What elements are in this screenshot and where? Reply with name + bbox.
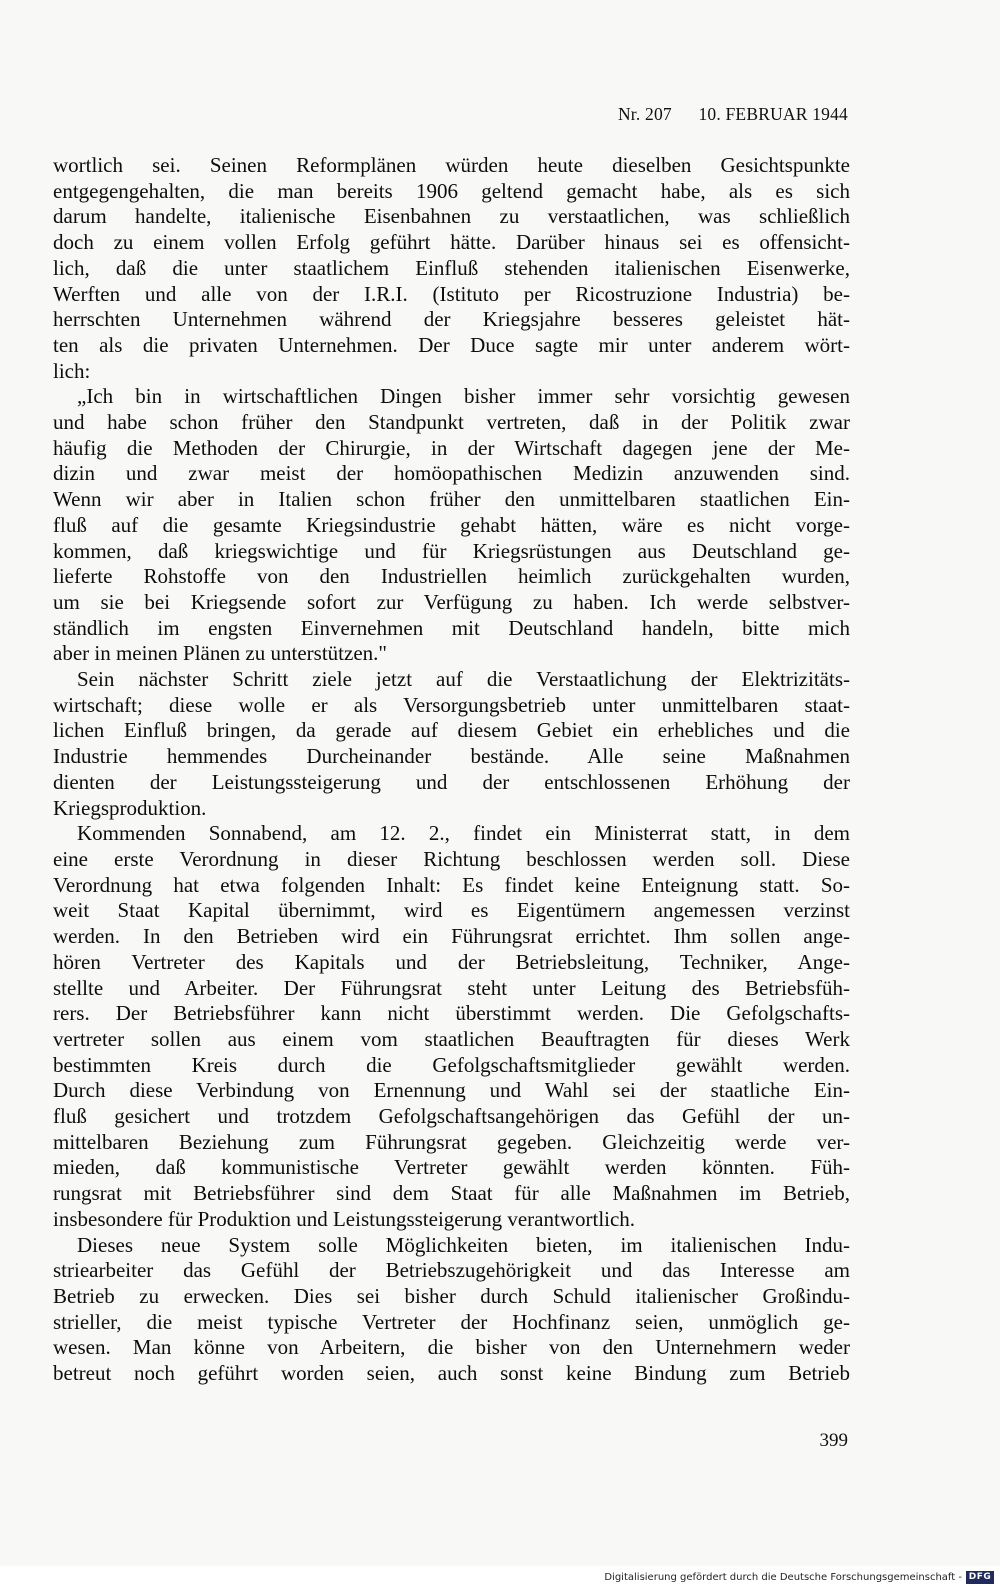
text-line: insbesondere für Produktion und Leistungssteigerung verantwortlich. bbox=[53, 1206, 636, 1231]
text-line: mieden, daß kommunistische Vertreter gewählt werden könnten. Füh- bbox=[53, 1155, 850, 1180]
text-line: „Ich bin in wirtschaftlichen Dingen bisher immer sehr vorsichtig gewesen bbox=[77, 384, 850, 409]
text-line: lichen Einfluß bringen, da gerade auf diesem Gebiet ein erhebliches und die bbox=[53, 718, 850, 743]
text-line: dienten der Leistungssteigerung und der entschlossenen Erhöhung der bbox=[53, 769, 850, 794]
text-line: fluß gesichert und trotzdem Gefolgschaftsangehörigen das Gefühl der un- bbox=[53, 1104, 850, 1129]
text-line: werden. In den Betrieben wird ein Führungsrat errichtet. Ihm sollen ange- bbox=[53, 924, 850, 949]
text-line: wortlich sei. Seinen Reformplänen würden heute dieselben Gesichtspunkte bbox=[53, 153, 850, 177]
text-line: wesen. Man könne von Arbeitern, die bisher von den Unternehmern weder bbox=[53, 1335, 850, 1360]
text-line: lich: bbox=[53, 358, 91, 383]
text-line: Betrieb zu erwecken. Dies sei bisher durch Schuld italienischer Großindu- bbox=[53, 1283, 850, 1308]
text-line: rungsrat mit Betriebsführer sind dem Staat für alle Maßnahmen im Betrieb, bbox=[53, 1181, 850, 1206]
text-line: Wenn wir aber in Italien schon früher den unmittelbaren staatlichen Ein- bbox=[53, 487, 850, 512]
text-line: Kriegsproduktion. bbox=[53, 795, 207, 820]
text-line: striearbeiter das Gefühl der Betriebszugehörigkeit und das Interesse am bbox=[53, 1258, 850, 1283]
document-date: 10. FEBRUAR 1944 bbox=[698, 104, 848, 124]
text-line: ten als die privaten Unternehmen. Der Duce sagte mir unter anderem wört- bbox=[53, 332, 850, 357]
text-line: entgegengehalten, die man bereits 1906 geltend gemacht habe, als es sich bbox=[53, 178, 850, 203]
text-line: mittelbaren Beziehung zum Führungsrat gegeben. Gleichzeitig werde ver- bbox=[53, 1129, 850, 1154]
text-line: Sein nächster Schritt ziele jetzt auf die Verstaatlichung der Elektrizitäts- bbox=[77, 667, 850, 692]
text-line: um sie bei Kriegsende sofort zur Verfügung zu haben. Ich werde selbstver- bbox=[53, 589, 850, 614]
text-line: häufig die Methoden der Chirurgie, in der Wirtschaft dagegen jene der Me- bbox=[53, 435, 850, 460]
text-line: eine erste Verordnung in dieser Richtung beschlossen werden soll. Diese bbox=[53, 846, 850, 871]
text-line: Kommenden Sonnabend, am 12. 2., findet ein Ministerrat statt, in dem bbox=[77, 821, 850, 846]
text-line: Werften und alle von der I.R.I. (Istituto per Ricostruzione Industria) be- bbox=[53, 281, 850, 306]
document-number: Nr. 207 bbox=[617, 104, 672, 124]
text-line: dizin und zwar meist der homöopathischen Medizin anzuwenden sind. bbox=[53, 461, 850, 486]
text-line: ständlich im engsten Einvernehmen mit Deutschland handeln, bitte mich bbox=[53, 615, 850, 640]
text-line: und habe schon früher den Standpunkt vertreten, daß in der Politik zwar bbox=[53, 410, 850, 435]
text-line: aber in meinen Plänen zu unterstützen." bbox=[53, 641, 387, 666]
running-header bbox=[618, 104, 848, 125]
digitization-footer bbox=[0, 1566, 1000, 1586]
text-line: bestimmten Kreis durch die Gefolgschaftsmitglieder gewählt werden. bbox=[53, 1052, 850, 1077]
text-line: Industrie hemmendes Durcheinander bestände. Alle seine Maßnahmen bbox=[53, 744, 850, 769]
text-line: weit Staat Kapital übernimmt, wird es Eigentümern angemessen verzinst bbox=[53, 898, 850, 923]
funding-note: Digitalisierung gefördert durch die Deutsche Forschungsgemeinschaft - bbox=[604, 1572, 962, 1583]
text-line: Verordnung hat etwa folgenden Inhalt: Es findet keine Enteignung statt. So- bbox=[53, 872, 850, 897]
text-line: rers. Der Betriebsführer kann nicht überstimmt werden. Die Gefolgschafts- bbox=[53, 1001, 850, 1026]
text-line: stellte und Arbeiter. Der Führungsrat steht unter Leitung des Betriebsfüh- bbox=[53, 975, 850, 1000]
dfg-logo: DFG bbox=[966, 1571, 994, 1584]
text-line: vertreter sollen aus einem vom staatlichen Beauftragten für dieses Werk bbox=[53, 1026, 850, 1051]
text-line: fluß auf die gesamte Kriegsindustrie gehabt hätten, wäre es nicht vorge- bbox=[53, 512, 850, 537]
body-text bbox=[53, 153, 850, 1387]
text-line: lieferte Rohstoffe von den Industriellen heimlich zurückgehalten wurden, bbox=[53, 564, 850, 589]
text-line: strieller, die meist typische Vertreter der Hochfinanz seien, unmöglich ge- bbox=[53, 1309, 850, 1334]
text-line: lich, daß die unter staatlichem Einfluß stehenden italienischen Eisenwerke, bbox=[53, 255, 850, 280]
text-line: hören Vertreter des Kapitals und der Betriebsleitung, Techniker, Ange- bbox=[53, 949, 850, 974]
text-line: darum handelte, italienische Eisenbahnen zu verstaatlichen, was schließlich bbox=[53, 204, 850, 229]
page-number: 399 bbox=[819, 1430, 848, 1451]
text-line: wirtschaft; diese wolle er als Versorgungsbetrieb unter unmittelbaren staat- bbox=[53, 692, 850, 717]
text-line: doch zu einem vollen Erfolg geführt hätte. Darüber hinaus sei es offensicht- bbox=[53, 230, 850, 255]
text-line: Dieses neue System solle Möglichkeiten bieten, im italienischen Indu- bbox=[77, 1232, 850, 1257]
text-line: Durch diese Verbindung von Ernennung und Wahl sei der staatliche Ein- bbox=[53, 1078, 850, 1103]
text-line: kommen, daß kriegswichtige und für Kriegsrüstungen aus Deutschland ge- bbox=[53, 538, 850, 563]
text-line: herrschten Unternehmen während der Kriegsjahre besseres geleistet hät- bbox=[53, 307, 850, 332]
text-line: betreut noch geführt worden seien, auch sonst keine Bindung zum Betrieb bbox=[53, 1361, 850, 1386]
